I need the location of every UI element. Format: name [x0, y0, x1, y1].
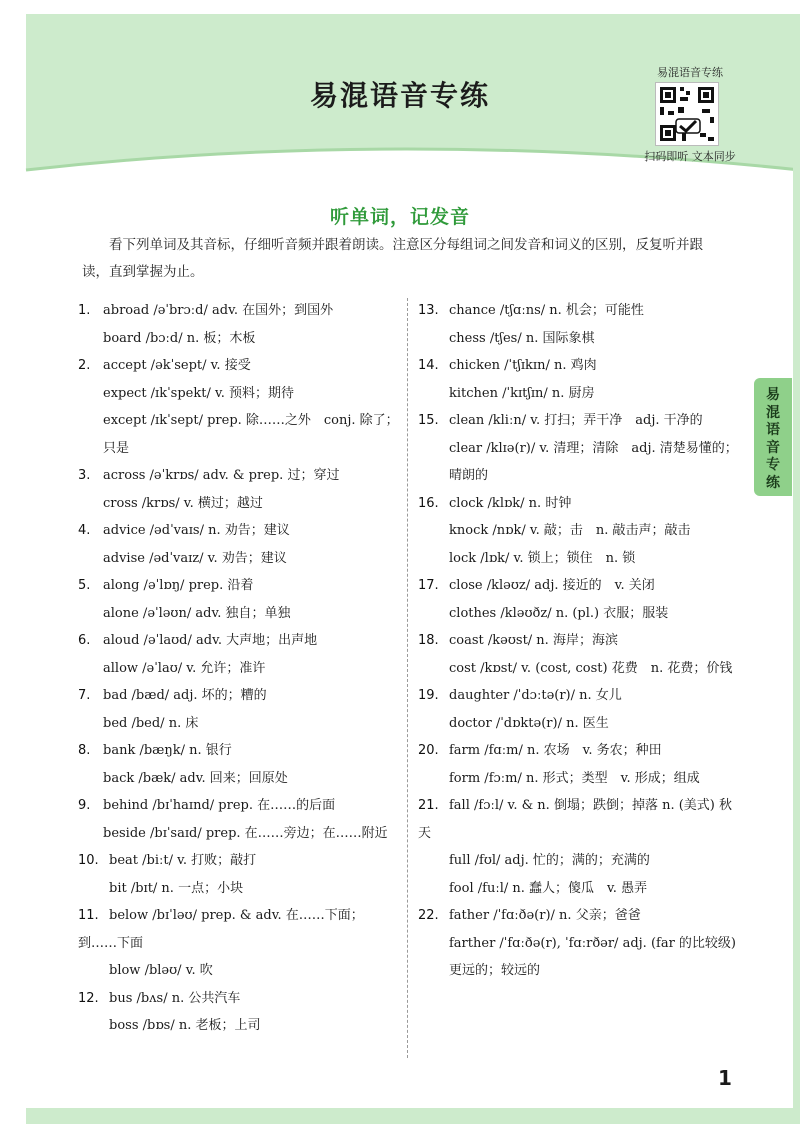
entry-number: 13. — [418, 303, 439, 318]
word-entry-line — [418, 930, 740, 985]
entry-number: 2. — [78, 358, 91, 373]
side-tab-char: 混 — [766, 404, 780, 421]
entry-text: boss /bɒs/ n. 老板；上司 — [109, 1018, 261, 1033]
entry-text: accept /əkˈsept/ v. 接受 — [103, 358, 251, 373]
entry-text: bad /bæd/ adj. 坏的；糟的 — [103, 688, 267, 703]
entry-text: expect /ɪkˈspekt/ v. 预料；期待 — [103, 385, 295, 401]
right-margin-band — [793, 14, 800, 1124]
entry-text: bank /bæŋk/ n. 银行 — [103, 743, 232, 758]
entry-text: close /kləʊz/ adj. 接近的 v. 关闭 — [449, 578, 655, 593]
word-entry-line — [418, 902, 740, 930]
word-list-right-column — [418, 297, 740, 985]
word-entry-line — [78, 517, 400, 545]
word-entry-line — [78, 655, 400, 683]
entry-text: below /bɪˈləʊ/ prep. & adv. 在……下面；到……下面 — [78, 908, 364, 951]
word-entry-group — [418, 902, 740, 985]
word-entry-line — [78, 325, 400, 353]
entry-number: 9. — [78, 798, 91, 813]
entry-number: 1. — [78, 303, 91, 318]
entry-number: 11. — [78, 908, 99, 923]
entry-text: clear /klɪə(r)/ v. 清理；清除 adj. 清楚易懂的；晴朗的 — [449, 440, 738, 483]
entry-text: full /fʊl/ adj. 忙的；满的；充满的 — [449, 853, 650, 868]
side-tab — [754, 378, 792, 496]
entry-text: blow /bləʊ/ v. 吹 — [109, 963, 213, 978]
page-title: 易混语音专练 — [309, 79, 490, 112]
entry-text: kitchen /ˈkɪtʃɪn/ n. 厨房 — [449, 385, 595, 401]
word-entry-line — [418, 297, 740, 325]
word-entry-line — [418, 517, 740, 545]
entry-text: along /əˈlɒŋ/ prep. 沿着 — [103, 578, 254, 593]
entry-text: bus /bʌs/ n. 公共汽车 — [109, 990, 241, 1006]
entry-text: bed /bed/ n. 床 — [103, 715, 199, 731]
word-entry-group — [78, 352, 400, 462]
word-entry-line — [418, 765, 740, 793]
side-tab-label — [754, 387, 792, 492]
entry-text: farther /ˈfɑːðə(r), ˈfɑːrðər/ adj. (far 的比较级) 更远的；较远的 — [449, 935, 736, 978]
entry-number: 4. — [78, 523, 91, 538]
entry-text: doctor /ˈdɒktə(r)/ n. 医生 — [449, 715, 609, 731]
word-entry-line — [418, 627, 740, 655]
word-entry-group — [78, 572, 400, 627]
qr-caption-top: 易混语音专练 — [657, 66, 723, 79]
entry-number: 12. — [78, 990, 99, 1006]
entry-number: 20. — [418, 743, 439, 758]
word-entry-group — [78, 847, 400, 902]
entry-number: 3. — [78, 468, 91, 483]
word-entry-line — [418, 655, 740, 683]
word-entry-line — [418, 325, 740, 353]
word-entry-line — [78, 462, 400, 490]
word-entry-group — [78, 792, 400, 847]
word-entry-group — [78, 985, 400, 1040]
entry-number: 15. — [418, 413, 439, 428]
page-number: 1 — [718, 1066, 732, 1090]
side-tab-char: 音 — [766, 439, 780, 456]
entry-text: except /ɪkˈsept/ prep. 除……之外 conj. 除了；只是 — [103, 413, 399, 456]
instructions-paragraph: 看下列单词及其音标，仔细听音频并跟着朗读。注意区分每组词之间发音和词义的区别，反复听并跟读，直到掌握为止。 — [82, 237, 703, 280]
entry-text: clock /klɒk/ n. 时钟 — [449, 495, 572, 511]
entry-number: 16. — [418, 495, 439, 511]
word-entry-line — [418, 792, 740, 847]
word-entry-line — [78, 1012, 400, 1040]
entry-text: cross /krɒs/ v. 横过；越过 — [103, 495, 263, 511]
entry-text: cost /kɒst/ v. (cost, cost) 花费 n. 花费；价钱 — [449, 660, 733, 676]
word-entry-line — [418, 545, 740, 573]
word-entry-line — [78, 682, 400, 710]
word-entry-line — [78, 765, 400, 793]
word-entry-line — [78, 737, 400, 765]
entry-text: across /əˈkrɒs/ adv. & prep. 过；穿过 — [103, 468, 340, 483]
qr-caption-bottom: 扫码即听 文本同步 — [644, 150, 736, 163]
entry-text: fall /fɔːl/ v. & n. 倒塌；跌倒；掉落 n. (美式) 秋天 — [418, 798, 732, 841]
word-entry-line — [418, 710, 740, 738]
word-entry-line — [78, 792, 400, 820]
word-entry-line — [78, 297, 400, 325]
word-entry-line — [418, 682, 740, 710]
word-entry-line — [418, 737, 740, 765]
word-entry-line — [78, 902, 400, 957]
word-entry-line — [78, 847, 400, 875]
word-entry-group — [78, 517, 400, 572]
entry-number: 14. — [418, 358, 439, 373]
word-entry-line — [418, 572, 740, 600]
word-entry-line — [418, 407, 740, 435]
word-entry-group — [418, 572, 740, 627]
side-tab-char: 语 — [766, 422, 780, 438]
entry-text: beside /bɪˈsaɪd/ prep. 在……旁边；在……附近 — [103, 825, 388, 841]
entry-text: bit /bɪt/ n. 一点；小块 — [109, 880, 244, 896]
entry-text: clean /kliːn/ v. 打扫；弄干净 adj. 干净的 — [449, 413, 703, 428]
word-entry-line — [78, 820, 400, 848]
entry-number: 8. — [78, 743, 91, 758]
entry-text: abroad /əˈbrɔːd/ adv. 在国外；到国外 — [103, 303, 334, 318]
word-entry-line — [418, 352, 740, 380]
word-entry-group — [418, 737, 740, 792]
word-entry-group — [78, 297, 400, 352]
word-entry-group — [418, 490, 740, 573]
word-entry-line — [418, 490, 740, 518]
entry-number: 21. — [418, 798, 439, 813]
word-entry-group — [418, 352, 740, 407]
entry-text: allow /əˈlaʊ/ v. 允许；准许 — [103, 660, 266, 676]
word-entry-group — [418, 792, 740, 902]
entry-text: board /bɔːd/ n. 板；木板 — [103, 330, 256, 346]
column-divider — [407, 298, 408, 1058]
word-list-left-column — [78, 297, 400, 1040]
entry-text: aloud /əˈlaʊd/ adv. 大声地；出声地 — [103, 633, 318, 648]
word-entry-line — [78, 957, 400, 985]
word-entry-line — [78, 407, 400, 462]
word-entry-group — [78, 462, 400, 517]
entry-text: lock /lɒk/ v. 锁上；锁住 n. 锁 — [449, 550, 636, 566]
entry-text: beat /biːt/ v. 打败；敲打 — [109, 853, 257, 868]
word-entry-line — [78, 545, 400, 573]
word-entry-line — [418, 435, 740, 490]
entry-text: fool /fuːl/ n. 蠢人；傻瓜 v. 愚弄 — [449, 880, 648, 896]
word-entry-group — [418, 682, 740, 737]
entry-text: father /ˈfɑːðə(r)/ n. 父亲；爸爸 — [449, 908, 641, 923]
word-entry-line — [418, 600, 740, 628]
word-entry-group — [78, 737, 400, 792]
word-entry-group — [78, 682, 400, 737]
entry-number: 7. — [78, 688, 91, 703]
word-entry-line — [78, 490, 400, 518]
side-tab-char: 练 — [766, 474, 780, 491]
word-entry-line — [418, 875, 740, 903]
word-entry-group — [78, 627, 400, 682]
bottom-band — [26, 1108, 800, 1124]
entry-text: advise /ədˈvaɪz/ v. 劝告；建议 — [103, 550, 287, 566]
word-entry-group — [418, 407, 740, 490]
entry-number: 5. — [78, 578, 91, 593]
entry-text: chicken /ˈtʃɪkɪn/ n. 鸡肉 — [449, 358, 597, 373]
entry-text: form /fɔːm/ n. 形式；类型 v. 形成；组成 — [449, 770, 700, 786]
word-entry-line — [78, 627, 400, 655]
section-title: 听单词，记发音 — [329, 206, 470, 228]
entry-text: coast /kəʊst/ n. 海岸；海滨 — [449, 633, 618, 648]
word-entry-line — [78, 600, 400, 628]
entry-text: advice /ədˈvaɪs/ n. 劝告；建议 — [103, 523, 290, 538]
entry-text: knock /nɒk/ v. 敲；击 n. 敲击声；敲击 — [449, 523, 691, 538]
entry-text: alone /əˈləʊn/ adv. 独自；单独 — [103, 605, 291, 621]
entry-text: behind /bɪˈhaɪnd/ prep. 在……的后面 — [103, 798, 336, 813]
entry-number: 19. — [418, 688, 439, 703]
side-tab-char: 易 — [766, 387, 780, 403]
word-entry-line — [78, 380, 400, 408]
entry-text: chance /tʃɑːns/ n. 机会；可能性 — [449, 303, 644, 318]
entry-number: 18. — [418, 633, 439, 648]
entry-text: farm /fɑːm/ n. 农场 v. 务农；种田 — [449, 743, 662, 758]
entry-text: clothes /kləʊðz/ n. (pl.) 衣服；服装 — [449, 605, 669, 621]
word-entry-line — [78, 572, 400, 600]
entry-number: 22. — [418, 908, 439, 923]
entry-text: daughter /ˈdɔːtə(r)/ n. 女儿 — [449, 688, 622, 703]
entry-number: 6. — [78, 633, 91, 648]
word-entry-group — [418, 297, 740, 352]
word-entry-line — [78, 710, 400, 738]
entry-text: back /bæk/ adv. 回来；回原处 — [103, 770, 288, 786]
side-tab-char: 专 — [766, 457, 780, 473]
word-entry-line — [418, 380, 740, 408]
word-entry-line — [78, 875, 400, 903]
word-entry-line — [78, 352, 400, 380]
word-entry-line — [78, 985, 400, 1013]
qr-code-icon[interactable] — [655, 82, 719, 146]
entry-number: 17. — [418, 578, 439, 593]
word-entry-line — [418, 847, 740, 875]
word-entry-group — [418, 627, 740, 682]
word-entry-group — [78, 902, 400, 985]
entry-text: chess /tʃes/ n. 国际象棋 — [449, 330, 595, 346]
entry-number: 10. — [78, 853, 99, 868]
